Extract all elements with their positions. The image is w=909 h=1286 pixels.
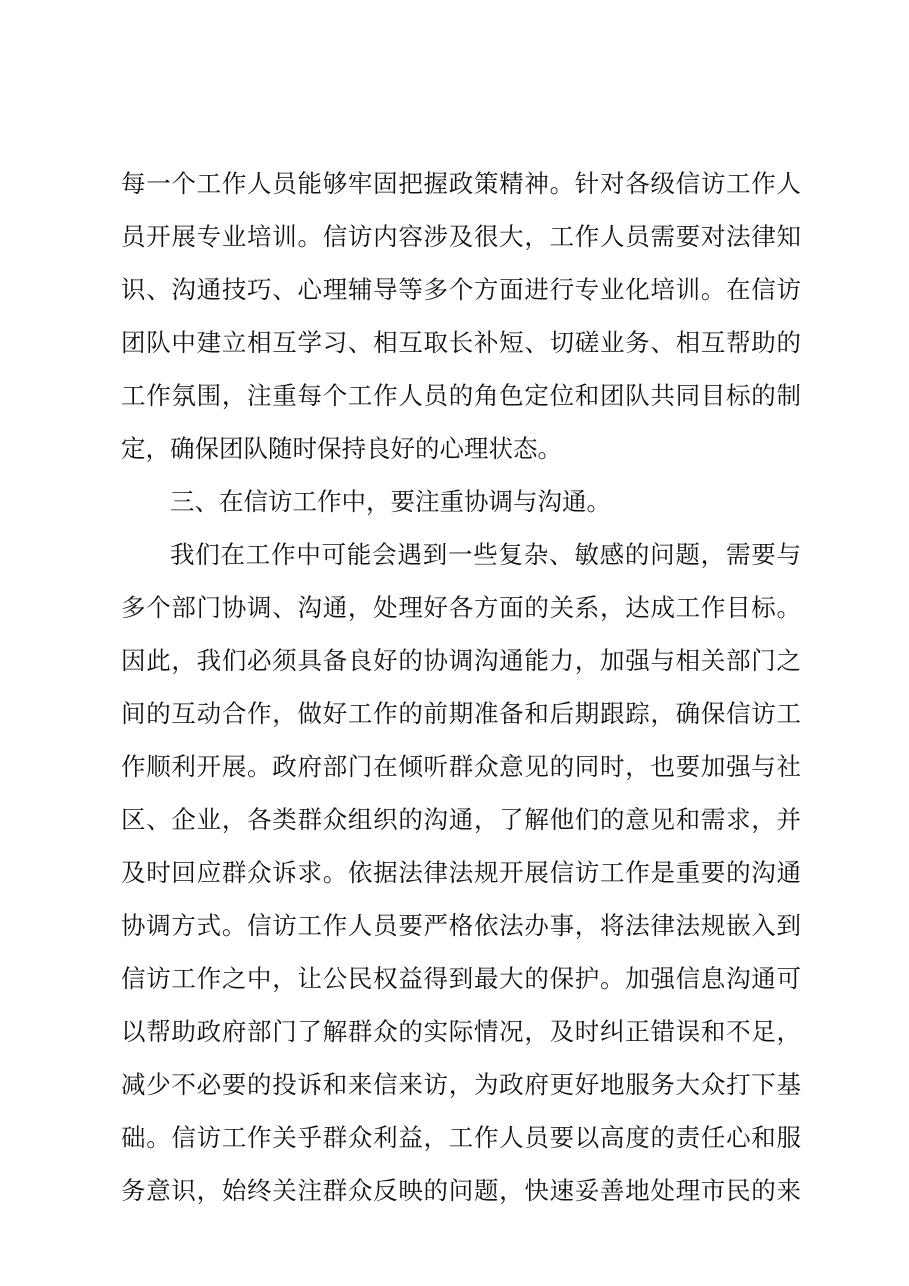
paragraph-line: 多个部门协调、沟通，处理好各方面的关系，达成工作目标。 xyxy=(121,593,801,622)
paragraph-line: 务意识，始终关注群众反映的问题，快速妥善地处理市民的来 xyxy=(121,1176,801,1205)
paragraph-line: 及时回应群众诉求。依据法律法规开展信访工作是重要的沟通 xyxy=(121,858,801,887)
paragraph-line: 信访工作之中，让公民权益得到最大的保护。加强信息沟通可 xyxy=(121,964,801,993)
paragraph-line: 识、沟通技巧、心理辅导等多个方面进行专业化培训。在信访 xyxy=(121,275,801,304)
paragraph-line: 协调方式。信访工作人员要严格依法办事，将法律法规嵌入到 xyxy=(121,911,801,940)
paragraph-line: 定，确保团队随时保持良好的心理状态。 xyxy=(121,434,562,463)
paragraph-line: 础。信访工作关乎群众利益，工作人员要以高度的责任心和服 xyxy=(121,1123,801,1152)
section-heading: 三、在信访工作中，要注重协调与沟通。 xyxy=(170,487,611,516)
paragraph-line: 因此，我们必须具备良好的协调沟通能力，加强与相关部门之 xyxy=(121,646,801,675)
paragraph-line: 减少不必要的投诉和来信来访，为政府更好地服务大众打下基 xyxy=(121,1070,801,1099)
paragraph-line: 间的互动合作，做好工作的前期准备和后期跟踪，确保信访工 xyxy=(121,699,801,728)
paragraph-line: 以帮助政府部门了解群众的实际情况，及时纠正错误和不足， xyxy=(121,1017,801,1046)
paragraph-line: 作顺利开展。政府部门在倾听群众意见的同时，也要加强与社 xyxy=(121,752,801,781)
paragraph-line: 区、企业，各类群众组织的沟通，了解他们的意见和需求，并 xyxy=(121,805,801,834)
paragraph-line: 团队中建立相互学习、相互取长补短、切磋业务、相互帮助的 xyxy=(121,328,801,357)
paragraph-line: 员开展专业培训。信访内容涉及很大，工作人员需要对法律知 xyxy=(121,222,801,251)
paragraph-line: 我们在工作中可能会遇到一些复杂、敏感的问题，需要与 xyxy=(170,540,801,569)
paragraph-line: 每一个工作人员能够牢固把握政策精神。针对各级信访工作人 xyxy=(121,169,801,198)
paragraph-line: 工作氛围，注重每个工作人员的角色定位和团队共同目标的制 xyxy=(121,381,801,410)
